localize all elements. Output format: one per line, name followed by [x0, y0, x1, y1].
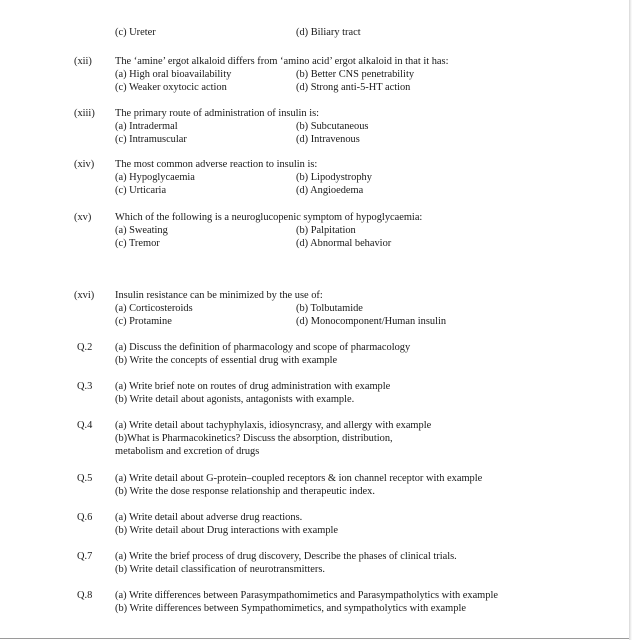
question-number: Q.5 [77, 473, 93, 484]
option-d: (d) Intravenous [296, 134, 360, 145]
option-c: (c) Urticaria [115, 185, 167, 196]
question-part: (b) Write the dose response relationship and therapeutic index. [115, 486, 375, 497]
question-part: (b) Write detail about agonists, antagonists with example. [115, 394, 355, 405]
question-number: Q.7 [77, 551, 93, 562]
question-part: (a) Write detail about adverse drug reactions. [115, 512, 303, 523]
option-b: (b) Tolbutamide [296, 303, 363, 314]
question-text: The most common adverse reaction to insulin is: [115, 159, 318, 170]
question-part: (b) Write detail classification of neurotransmitters. [115, 564, 326, 575]
question-part: (b) Write the concepts of essential drug with example [115, 355, 338, 366]
option-a: (a) Sweating [115, 225, 168, 236]
option-b: (b) Lipodystrophy [296, 172, 372, 183]
option-b: (b) Better CNS penetrability [296, 69, 415, 80]
option-a: (a) Intradermal [115, 121, 178, 132]
question-number: (xv) [74, 212, 92, 223]
question-number: (xiii) [74, 108, 95, 119]
question-text: Which of the following is a neuroglucopenic symptom of hypoglycaemia: [115, 212, 423, 223]
option-c: (c) Intramuscular [115, 134, 187, 145]
question-part: (a) Write detail about tachyphylaxis, idiosyncrasy, and allergy with example [115, 420, 432, 431]
option-c: (c) Weaker oxytocic action [115, 82, 227, 93]
option-a: (a) High oral bioavailability [115, 69, 232, 80]
question-part: (b) Write detail about Drug interactions with example [115, 525, 339, 536]
question-number: Q.2 [77, 342, 93, 353]
option-d: (d) Monocomponent/Human insulin [296, 316, 447, 327]
question-part: metabolism and excretion of drugs [115, 446, 260, 457]
option-c: (c) Tremor [115, 238, 160, 249]
option-d: (d) Abnormal behavior [296, 238, 392, 249]
question-part: (a) Write brief note on routes of drug administration with example [115, 381, 391, 392]
question-part: (a) Write the brief process of drug discovery, Describe the phases of clinical trials. [115, 551, 457, 562]
question-number: (xii) [74, 56, 92, 67]
question-part: (a) Write detail about G-protein–coupled receptors & ion channel receptor with example [115, 473, 483, 484]
option-c: (c) Protamine [115, 316, 172, 327]
option-a: (a) Corticosteroids [115, 303, 193, 314]
question-text: The ‘amine’ ergot alkaloid differs from ‘amino acid’ ergot alkaloid in that it has: [115, 56, 449, 67]
question-number: (xiv) [74, 159, 95, 170]
option-d: (d) Angioedema [296, 185, 364, 196]
question-text: Insulin resistance can be minimized by the use of: [115, 290, 323, 301]
option-c: (c) Ureter [115, 27, 156, 38]
question-number: Q.3 [77, 381, 93, 392]
question-part: (a) Discuss the definition of pharmacology and scope of pharmacology [115, 342, 411, 353]
option-d: (d) Strong anti-5-HT action [296, 82, 411, 93]
question-number: (xvi) [74, 290, 95, 301]
option-b: (b) Palpitation [296, 225, 356, 236]
option-d: (d) Biliary tract [296, 27, 361, 38]
question-part: (b)What is Pharmacokinetics? Discuss the absorption, distribution, [115, 433, 393, 444]
question-number: Q.4 [77, 420, 93, 431]
question-part: (b) Write differences between Sympathomimetics, and sympatholytics with example [115, 603, 466, 614]
question-text: The primary route of administration of insulin is: [115, 108, 320, 119]
option-a: (a) Hypoglycaemia [115, 172, 195, 183]
question-number: Q.8 [77, 590, 93, 601]
option-b: (b) Subcutaneous [296, 121, 369, 132]
question-part: (a) Write differences between Parasympathomimetics and Parasympatholytics with example [115, 590, 498, 601]
question-number: Q.6 [77, 512, 93, 523]
